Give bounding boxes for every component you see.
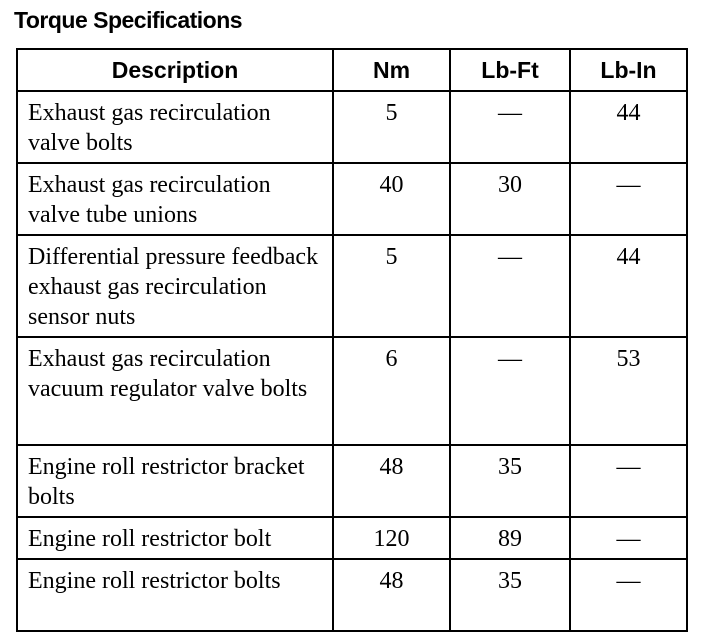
nm-cell: 5 <box>333 235 450 337</box>
description-cell: Engine roll restrictor bolts <box>17 559 333 631</box>
lbin-cell: — <box>570 559 687 631</box>
lbft-cell: — <box>450 235 570 337</box>
description-cell: Exhaust gas recirculation valve tube unions <box>17 163 333 235</box>
lbft-cell: — <box>450 337 570 445</box>
page-title: Torque Specifications <box>14 7 243 33</box>
table-row <box>17 163 687 235</box>
column-header-description: Description <box>17 49 333 91</box>
nm-cell: 48 <box>333 445 450 517</box>
table-row <box>17 445 687 517</box>
lbft-cell: 89 <box>450 517 570 559</box>
torque-spec-table <box>16 48 688 632</box>
lbin-cell: 53 <box>570 337 687 445</box>
table-row <box>17 559 687 631</box>
description-cell: Exhaust gas recirculation vacuum regulator valve bolts <box>17 337 333 445</box>
description-cell: Engine roll restrictor bolt <box>17 517 333 559</box>
lbft-cell: 30 <box>450 163 570 235</box>
column-header-lbft: Lb-Ft <box>450 49 570 91</box>
nm-cell: 48 <box>333 559 450 631</box>
description-cell: Exhaust gas recirculation valve bolts <box>17 91 333 163</box>
column-header-lbin: Lb-In <box>570 49 687 91</box>
description-cell: Engine roll restrictor bracket bolts <box>17 445 333 517</box>
lbin-cell: 44 <box>570 91 687 163</box>
description-cell: Differential pressure feedback exhaust gas recirculation sensor nuts <box>17 235 333 337</box>
table-row <box>17 91 687 163</box>
nm-cell: 6 <box>333 337 450 445</box>
column-header-nm: Nm <box>333 49 450 91</box>
lbft-cell: 35 <box>450 445 570 517</box>
nm-cell: 5 <box>333 91 450 163</box>
lbin-cell: — <box>570 163 687 235</box>
table-row <box>17 337 687 445</box>
lbin-cell: — <box>570 517 687 559</box>
table-header-row <box>17 49 687 91</box>
lbft-cell: — <box>450 91 570 163</box>
lbft-cell: 35 <box>450 559 570 631</box>
table-row <box>17 517 687 559</box>
lbin-cell: — <box>570 445 687 517</box>
nm-cell: 40 <box>333 163 450 235</box>
lbin-cell: 44 <box>570 235 687 337</box>
nm-cell: 120 <box>333 517 450 559</box>
table-row <box>17 235 687 337</box>
